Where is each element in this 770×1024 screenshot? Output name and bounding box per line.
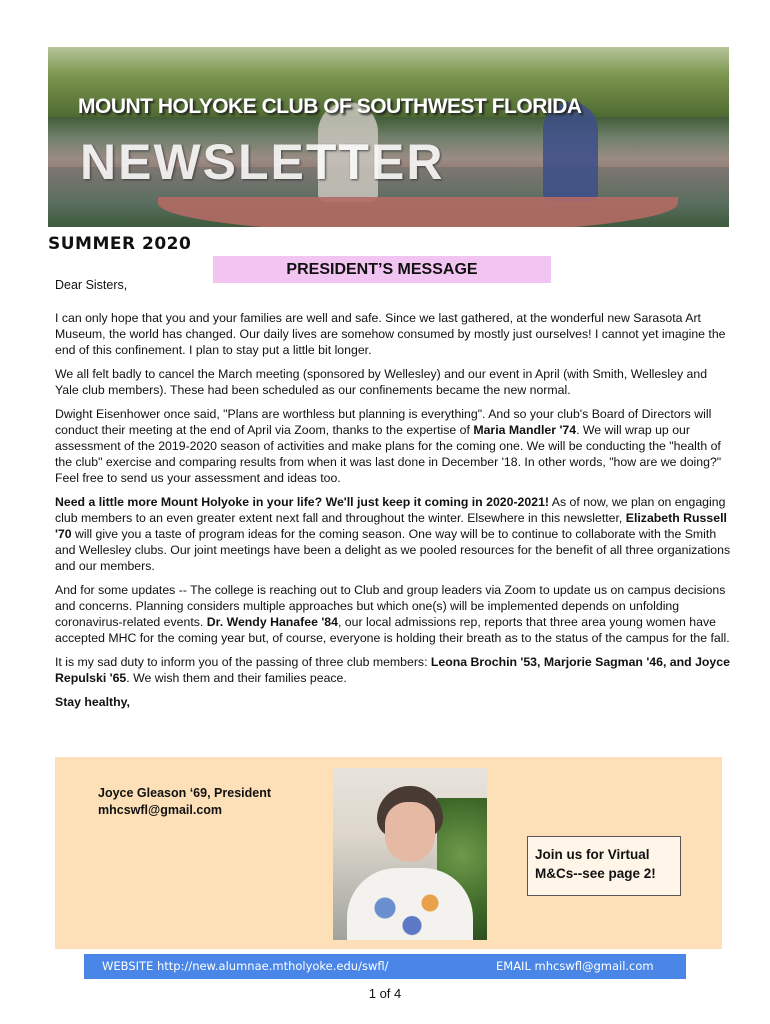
email-link[interactable]: EMAIL mhcswfl@gmail.com	[496, 959, 654, 973]
paragraph-text: Dwight Eisenhower once said, "Plans are worthless but planning is everything". And so your club's Board of Directors will conduct their meeting at the end of April via Zoom, thanks to the expertise of	[55, 407, 712, 437]
emphasis-text: Elizabeth Russell '70	[55, 511, 727, 541]
newsletter-title: NEWSLETTER	[80, 134, 445, 190]
page-indicator: 1 of 4	[368, 986, 402, 1001]
president-photo	[333, 768, 487, 940]
header-banner	[48, 47, 729, 227]
message-paragraph	[55, 694, 731, 710]
emphasis-text: Maria Mandler '74	[473, 423, 577, 437]
signature-block	[98, 785, 271, 819]
message-paragraph	[55, 406, 731, 486]
callout-line-1: Join us for Virtual	[535, 847, 650, 862]
signature-name: Joyce Gleason ‘69, President	[98, 786, 271, 800]
contact-bar	[84, 954, 686, 979]
message-paragraph	[55, 582, 731, 646]
paragraph-text: . We will wrap up our assessment of the 2019-2020 season of activities and make plans for the coming one. We will be conducting the "health of the club" exercise and comparing results from when it was last done in December '18. In other words, "how are we doing?" Feel free to send us your assessment and ideas too.	[55, 423, 722, 485]
message-paragraph	[55, 654, 731, 686]
photo-face	[385, 802, 435, 862]
website-link[interactable]: WEBSITE http://new.alumnae.mtholyoke.edu/swfl/	[102, 959, 389, 973]
emphasis-text: Need a little more Mount Holyoke in your life? We'll just keep it coming in 2020-2021!	[55, 495, 550, 509]
paragraph-text: It is my sad duty to inform you of the passing of three club members:	[55, 655, 431, 669]
paragraph-text: As of now, we plan on engaging club members to an even greater extent next fall and throughout the winter. Elsewhere in this newsletter,	[55, 495, 726, 525]
message-body	[55, 310, 731, 718]
paragraph-text: . We wish them and their families peace.	[126, 671, 347, 685]
paragraph-text: And for some updates -- The college is reaching out to Club and group leaders via Zoom to update us on campus decisions and concerns. Planning considers multiple approaches but which one(s) will be implemented depends on unfolding coronavirus-related events.	[55, 583, 726, 629]
paragraph-text: I can only hope that you and your families are well and safe. Since we last gathered, at the wonderful new Sarasota Art Museum, the world has changed. Our daily lives are somehow consumed by mostly just ourselves! I cannot yet imagine the end of this confinement. I plan to stay put a little bit longer.	[55, 311, 726, 357]
message-paragraph	[55, 310, 731, 358]
section-title: PRESIDENT’S MESSAGE	[286, 261, 478, 278]
paragraph-text: will give you a taste of program ideas for the coming season. One way will be to continue to collaborate with the Smith and Wellesley clubs. Our joint meetings have been a delight as we pooled resources for the benefit of all three organizations and our members.	[55, 527, 731, 573]
club-name: MOUNT HOLYOKE CLUB OF SOUTHWEST FLORIDA	[78, 95, 582, 118]
banner-canoe	[158, 197, 678, 227]
emphasis-text: Leona Brochin '53, Marjorie Sagman '46, and Joyce Repulski '65	[55, 655, 730, 685]
issue-label: SUMMER 2020	[48, 234, 192, 254]
callout-line-2: M&Cs--see page 2!	[535, 866, 656, 881]
paragraph-text: We all felt badly to cancel the March meeting (sponsored by Wellesley) and our event in April (with Smith, Wellesley and Yale club members). These had been scheduled as our confinements became the new normal.	[55, 367, 708, 397]
emphasis-text: Dr. Wendy Hanafee '84	[206, 615, 338, 629]
virtual-mc-callout[interactable]	[527, 836, 681, 896]
message-paragraph	[55, 494, 731, 574]
signature-panel	[55, 757, 722, 949]
section-title-box	[213, 256, 551, 283]
photo-shirt	[347, 868, 473, 940]
emphasis-text: Stay healthy,	[55, 695, 130, 709]
paragraph-text: , our local admissions rep, reports that three area young women have accepted MHC for the coming year but, of course, everyone is holding their breath as to the status of the campus for the fall.	[55, 615, 730, 645]
greeting: Dear Sisters,	[55, 278, 128, 292]
message-paragraph	[55, 366, 731, 398]
signature-email[interactable]: mhcswfl@gmail.com	[98, 803, 223, 817]
